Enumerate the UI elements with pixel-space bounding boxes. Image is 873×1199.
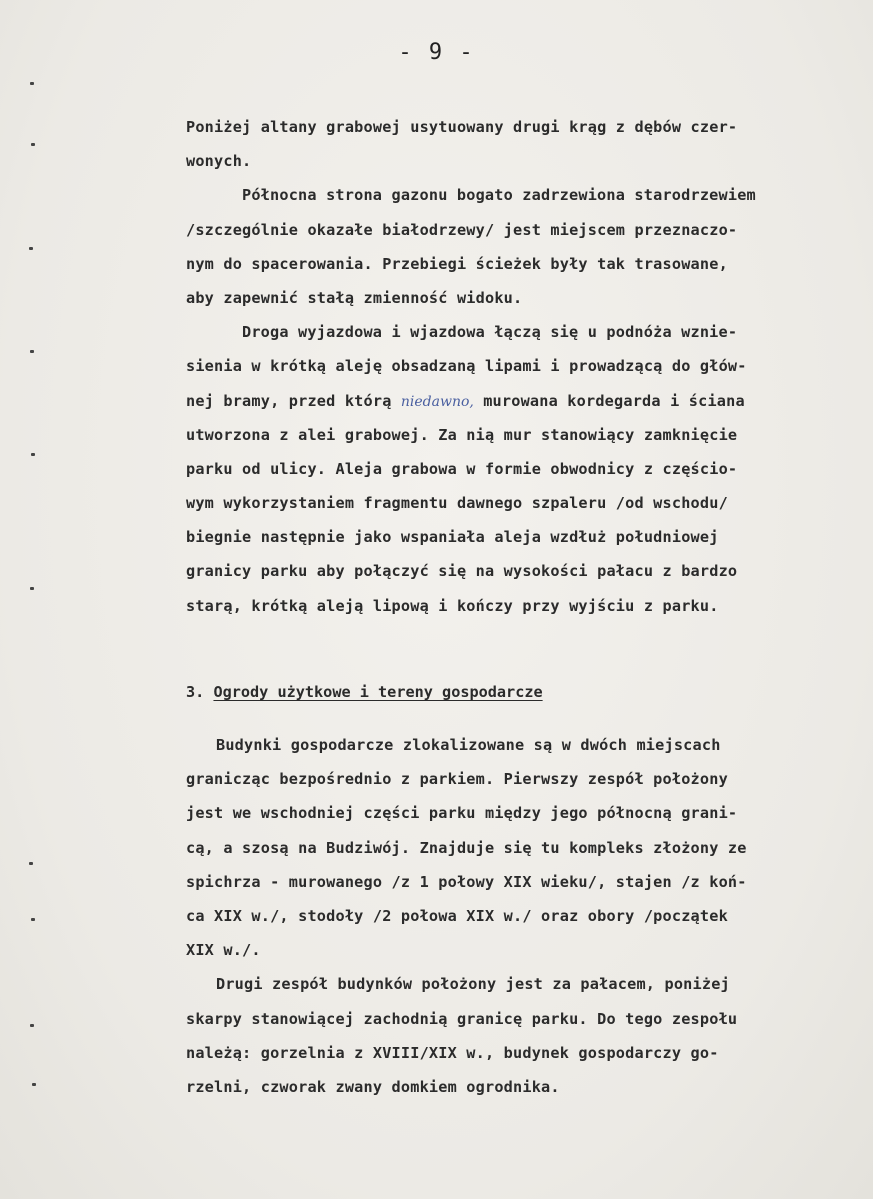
section-title: Ogrody użytkowe i tereny gospodarcze — [213, 683, 543, 701]
margin-mark — [31, 143, 35, 146]
handwritten-insert: niedawno, — [400, 393, 474, 410]
text-fragment: murowana kordegarda i ściana — [483, 391, 745, 410]
section-heading — [186, 675, 543, 709]
text-line: biegnie następnie jako wspaniała aleja wzdłuż południowej — [186, 528, 719, 547]
margin-mark — [29, 247, 33, 250]
text-line: jest we wschodniej części parku między jego północną grani- — [186, 804, 738, 823]
margin-mark — [29, 862, 33, 865]
text-line: nym do spacerowania. Przebiegi ścieżek były tak trasowane, — [186, 254, 728, 273]
text-line: należą: gorzelnia z XVIII/XIX w., budynek gospodarczy go- — [186, 1043, 719, 1062]
text-line: granicy parku aby połączyć się na wysokości pałacu z bardzo — [186, 562, 738, 581]
text-fragment: nej bramy, przed którą — [186, 391, 392, 410]
text-line: sienia w krótką aleję obsadzaną lipami i prowadzącą do głów- — [186, 357, 747, 376]
text-line: cą, a szosą na Budziwój. Znajduje się tu kompleks złożony ze — [186, 838, 747, 857]
body-text-upper — [186, 110, 846, 623]
text-line: aby zapewnić stałą zmienność widoku. — [186, 288, 523, 307]
text-line: wym wykorzystaniem fragmentu dawnego szpaleru /od wschodu/ — [186, 494, 728, 513]
margin-mark — [32, 1083, 36, 1086]
section-number: 3. — [186, 683, 205, 701]
text-line: rzelni, czworak zwany domkiem ogrodnika. — [186, 1077, 560, 1096]
text-line: /szczególnie okazałe białodrzewy/ jest miejscem przeznaczo- — [186, 220, 738, 239]
text-line: utworzona z alei grabowej. Za nią mur stanowiący zamknięcie — [186, 425, 738, 444]
margin-mark — [30, 82, 34, 85]
margin-mark — [31, 918, 35, 921]
text-line: spichrza - murowanego /z 1 połowy XIX wieku/, stajen /z koń- — [186, 872, 747, 891]
text-line: XIX w./. — [186, 941, 261, 960]
text-line: ca XIX w./, stodoły /2 połowa XIX w./ oraz obory /początek — [186, 906, 728, 925]
text-line: Poniżej altany grabowej usytuowany drugi krąg z dębów czer- — [186, 118, 738, 136]
text-line: Północna strona gazonu bogato zadrzewiona starodrzewiem — [242, 186, 756, 205]
text-line: starą, krótką aleją lipową i kończy przy wyjściu z parku. — [186, 596, 719, 615]
text-line: skarpy stanowiącej zachodnią granicę parku. Do tego zespołu — [186, 1009, 738, 1028]
margin-mark — [30, 350, 34, 353]
margin-mark — [30, 1024, 34, 1027]
text-line: Droga wyjazdowa i wjazdowa łączą się u podnóża wznie- — [242, 323, 738, 342]
margin-mark — [31, 453, 35, 456]
text-line: Drugi zespół budynków położony jest za pałacem, poniżej — [216, 975, 730, 994]
text-line: Budynki gospodarcze zlokalizowane są w dwóch miejscach — [216, 736, 721, 754]
page-number: - 9 - — [398, 40, 475, 65]
text-line — [186, 384, 846, 418]
body-text-lower — [186, 728, 846, 1104]
text-line: granicząc bezpośrednio z parkiem. Pierwszy zespół położony — [186, 770, 728, 789]
margin-mark — [30, 587, 34, 590]
text-line: wonych. — [186, 152, 252, 171]
text-line: parku od ulicy. Aleja grabowa w formie obwodnicy z częścio- — [186, 459, 738, 478]
